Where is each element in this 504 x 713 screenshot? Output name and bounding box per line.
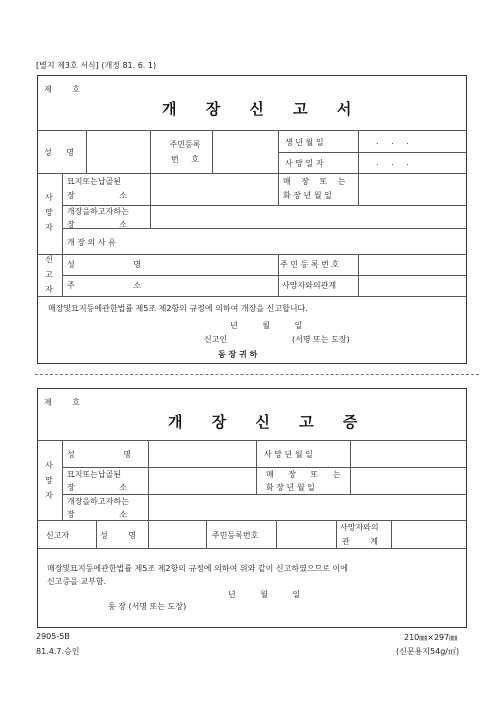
form-reference: [별지 제3호 서식] (개정 81. 6. 1) — [36, 61, 157, 70]
form1-name-label: 성 명 — [44, 148, 74, 157]
form2-reporter-rrn-label: 주민등록번호 — [212, 531, 259, 540]
form2-reburial-label-2: 장 소 — [67, 510, 127, 519]
form1-death-value: . . . — [376, 158, 409, 167]
paper-size: 210㎜×297㎜ — [404, 633, 458, 642]
form1-addressee: 동 장 귀 하 — [218, 350, 258, 359]
form2-reporter-name-label: 성 명 — [100, 531, 136, 540]
form1-reason-label: 개 장 의 사 유 — [67, 238, 116, 247]
form2-reporter-label: 신고자 — [46, 531, 70, 540]
form2-reburial-label: 개장을하고자하는 — [67, 497, 129, 506]
form2-issuer: 동 장 (서명 또는 도장) — [108, 602, 187, 611]
form2-death-date-label: 사 망 년 월 일 — [264, 450, 313, 459]
form1-reporter-rrn-label: 주 민 등 록 번 호 — [280, 260, 340, 269]
form2-burial-label: 매 장 또 는 — [266, 470, 341, 479]
form1-deceased-label: 사 망 자 — [45, 193, 53, 232]
approval-date: 81.4.7.승인 — [36, 647, 80, 656]
form2-number-label: 제 호 — [44, 398, 80, 407]
form1-grave-location-label-2: 장 소 — [67, 191, 127, 200]
form2-burial-label-2: 화 장 년 월 일 — [266, 483, 315, 492]
form2-statement: 매장및묘지등에관한법률 제5조 제2항의 규정에 의하여 위와 같이 신고하였으므로 이에 — [47, 564, 349, 573]
form1-date-line: 년 월 일 — [230, 321, 303, 330]
form2-reporter-relation-label: 사망자와의 — [340, 523, 379, 532]
form1-burial-label: 매 장 또 는 — [283, 177, 346, 186]
form1-reburial-label: 개장을하고자하는 — [67, 207, 129, 216]
form1-reporter-address-label: 주 소 — [67, 281, 141, 290]
form1-grave-location-label: 묘지또는납골된 — [67, 177, 122, 186]
form2-date-line: 년 월 일 — [228, 590, 301, 599]
form1-statement: 매장및묘지등에관한법률 제5조 제2항의 규정에 의하여 개장을 신고합니다. — [48, 304, 308, 313]
form2-title: 개 장 신 고 증 — [168, 413, 370, 431]
form2-statement-2: 신고증을 교부함. — [47, 577, 107, 586]
form-code: 2905-5B — [36, 632, 70, 641]
cut-line — [35, 374, 479, 375]
form1-reporter-label: 신 고 자 — [45, 255, 53, 294]
form1-rrn-label-1: 주민등록 — [169, 140, 201, 149]
form1-signer-label: 신고인 — [204, 335, 228, 344]
form2-deceased-label: 사 망 자 — [45, 461, 53, 500]
form1-reporter-relation-label: 사망자와의관계 — [282, 281, 337, 290]
form1-reburial-label-2: 장 소 — [67, 220, 127, 229]
form1-number-label: 제 호 — [44, 85, 80, 94]
form1-signer-hint: (서명 또는 도장) — [292, 335, 350, 344]
form1-death-label: 사 망 일 자 — [285, 159, 324, 168]
form2-name-label: 성 명 — [67, 450, 131, 459]
form1-birth-value: . . . — [376, 137, 409, 146]
form1-birth-label: 생 년 월 일 — [285, 138, 324, 147]
form2-grave-location-label-2: 장 소 — [67, 483, 127, 492]
form2-grave-location-label: 묘지또는납골된 — [67, 470, 122, 479]
form1-reporter-name-label: 성 명 — [67, 260, 141, 269]
form1-burial-label-2: 화 장 년 월 일 — [283, 191, 332, 200]
form1-title: 개 장 신 고 서 — [162, 100, 364, 118]
form2-reporter-relation-label-2: 관 계 — [342, 537, 378, 546]
form1-rrn-label-2: 번 호 — [171, 155, 199, 164]
paper-type: (신문용지54g/㎡) — [396, 647, 460, 656]
